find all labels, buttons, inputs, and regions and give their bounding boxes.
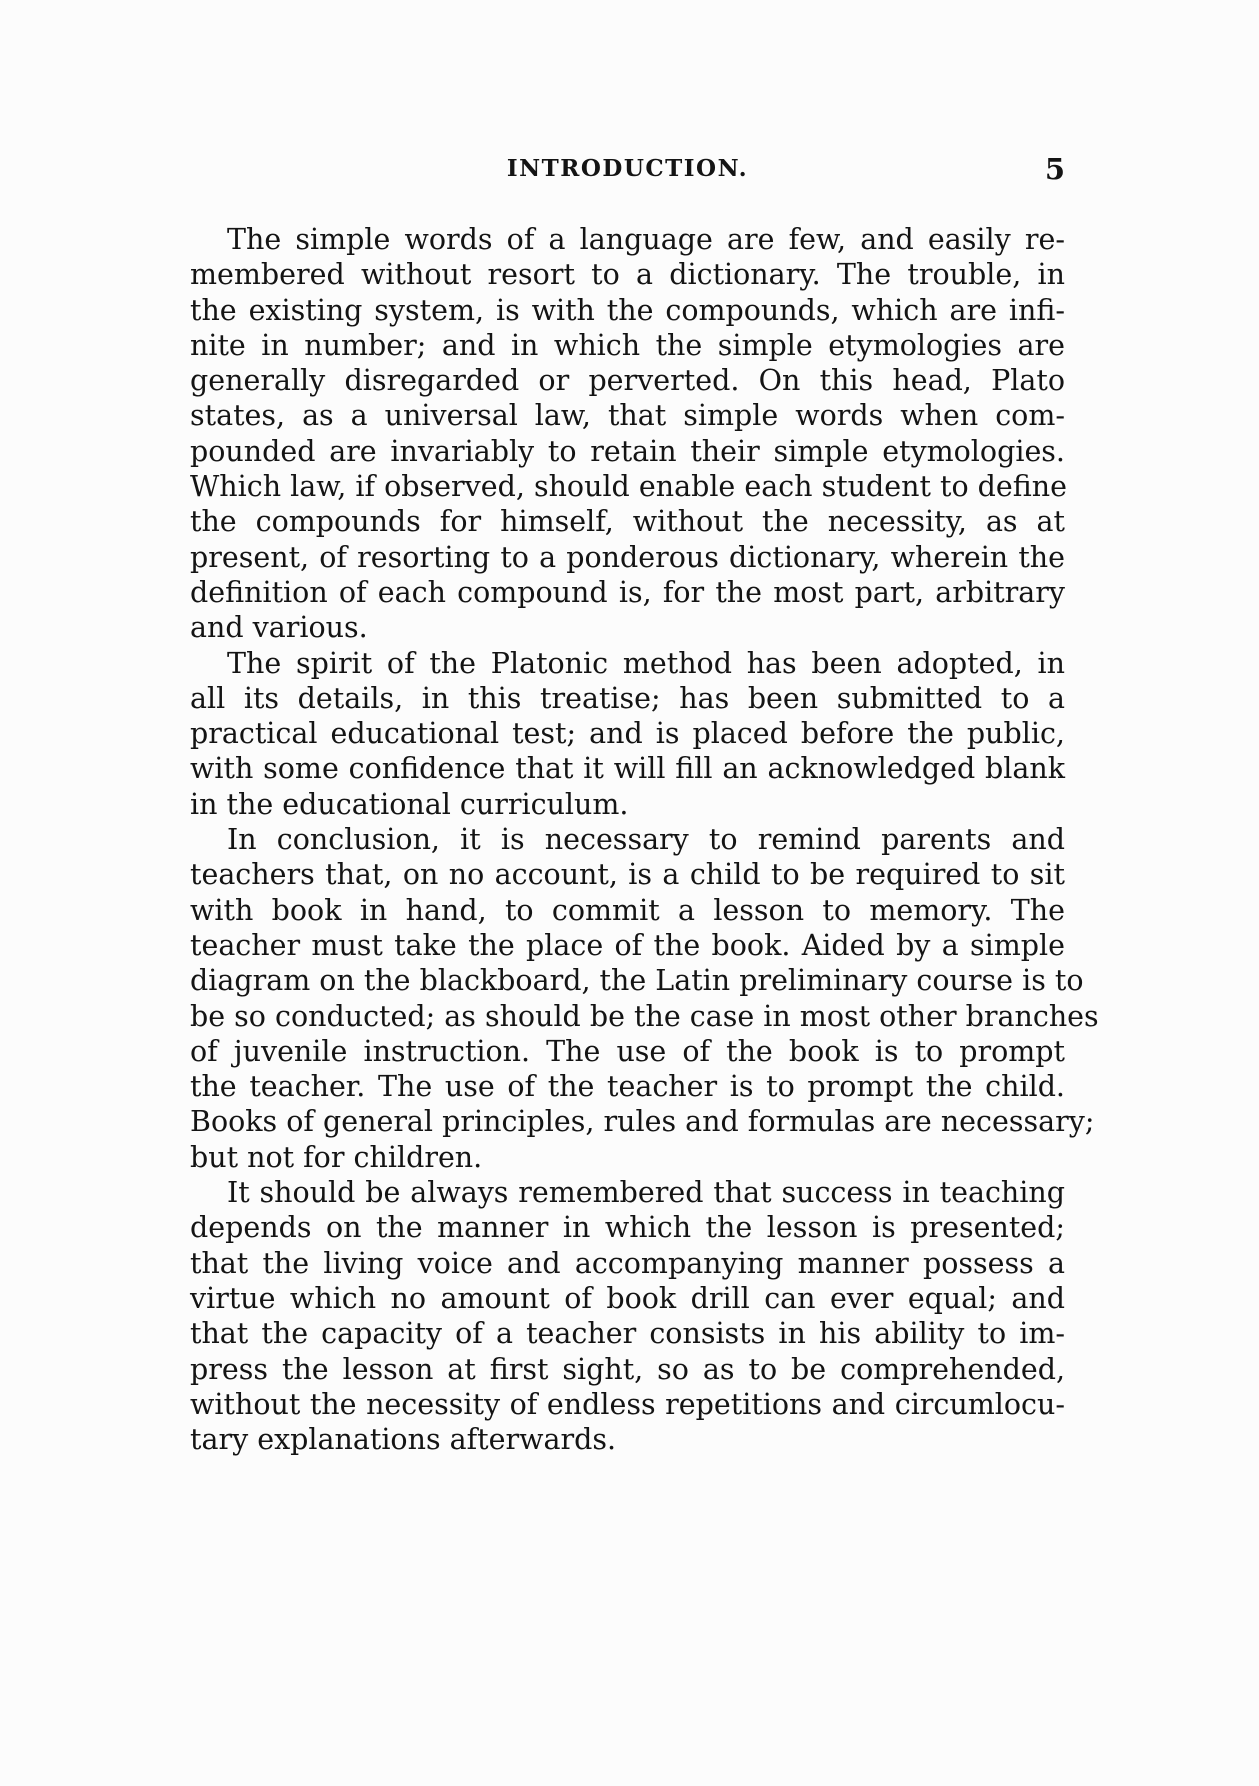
text-line: that the living voice and accompanying manner possess a	[190, 1246, 1065, 1280]
text-line: with some confidence that it will fill an acknowledged blank	[190, 752, 1065, 786]
text-line: present, of resorting to a ponderous dictionary, wherein the	[190, 540, 1065, 574]
text-line: all its details, in this treatise; has been submitted to a	[190, 681, 1065, 715]
text-line: teacher must take the place of the book. Aided by a simple	[190, 928, 1065, 962]
text-line: of juvenile instruction. The use of the book is to prompt	[190, 1034, 1065, 1068]
text-line: with book in hand, to commit a lesson to memory. The	[190, 893, 1065, 927]
text-line: depends on the manner in which the lesson is presented;	[190, 1211, 1065, 1245]
page-number: 5	[1044, 152, 1065, 186]
text-line: generally disregarded or perverted. On this head, Plato	[190, 364, 1065, 398]
text-line: be so conducted; as should be the case in most other branches	[190, 999, 1099, 1033]
text-line: and various.	[190, 611, 368, 645]
text-line: The simple words of a language are few, and easily re-	[227, 223, 1065, 256]
text-line: nite in number; and in which the simple etymologies are	[190, 328, 1065, 362]
text-line: It should be always remembered that success in teaching	[227, 1176, 1065, 1210]
text-line: Books of general principles, rules and formulas are necessary;	[190, 1105, 1095, 1139]
text-line: The spirit of the Platonic method has been adopted, in	[227, 646, 1065, 680]
text-line: membered without resort to a dictionary. The trouble, in	[190, 258, 1065, 292]
text-line: teachers that, on no account, is a child to be required to sit	[190, 858, 1065, 892]
text-line: the teacher. The use of the teacher is to prompt the child.	[190, 1070, 1065, 1104]
text-line: the compounds for himself, without the necessity, as at	[190, 505, 1065, 539]
text-line: diagram on the blackboard, the Latin preliminary course is to	[190, 964, 1084, 998]
text-line: practical educational test; and is placed before the public,	[190, 717, 1065, 751]
text-line: tary explanations afterwards.	[190, 1423, 617, 1457]
text-line: that the capacity of a teacher consists in his ability to im-	[190, 1317, 1065, 1351]
text-line: definition of each compound is, for the most part, arbitrary	[190, 575, 1065, 609]
text-line: but not for children.	[190, 1140, 483, 1174]
text-line: virtue which no amount of book drill can ever equal; and	[190, 1281, 1065, 1315]
text-line: in the educational curriculum.	[190, 787, 629, 821]
page-header	[190, 152, 1065, 195]
text-line: the existing system, is with the compounds, which are infi-	[190, 293, 1065, 327]
text-line: pounded are invariably to retain their simple etymologies.	[190, 434, 1065, 468]
text-line: press the lesson at first sight, so as to be comprehended,	[190, 1352, 1065, 1386]
text-line: Which law, if observed, should enable each student to define	[190, 470, 1068, 504]
text-line: without the necessity of endless repetitions and circumlocu-	[190, 1387, 1065, 1421]
text-line: states, as a universal law, that simple words when com-	[190, 399, 1065, 433]
text-line: In conclusion, it is necessary to remind parents and	[227, 823, 1065, 857]
running-title: INTRODUCTION.	[506, 155, 749, 182]
body-text	[190, 222, 1099, 1457]
